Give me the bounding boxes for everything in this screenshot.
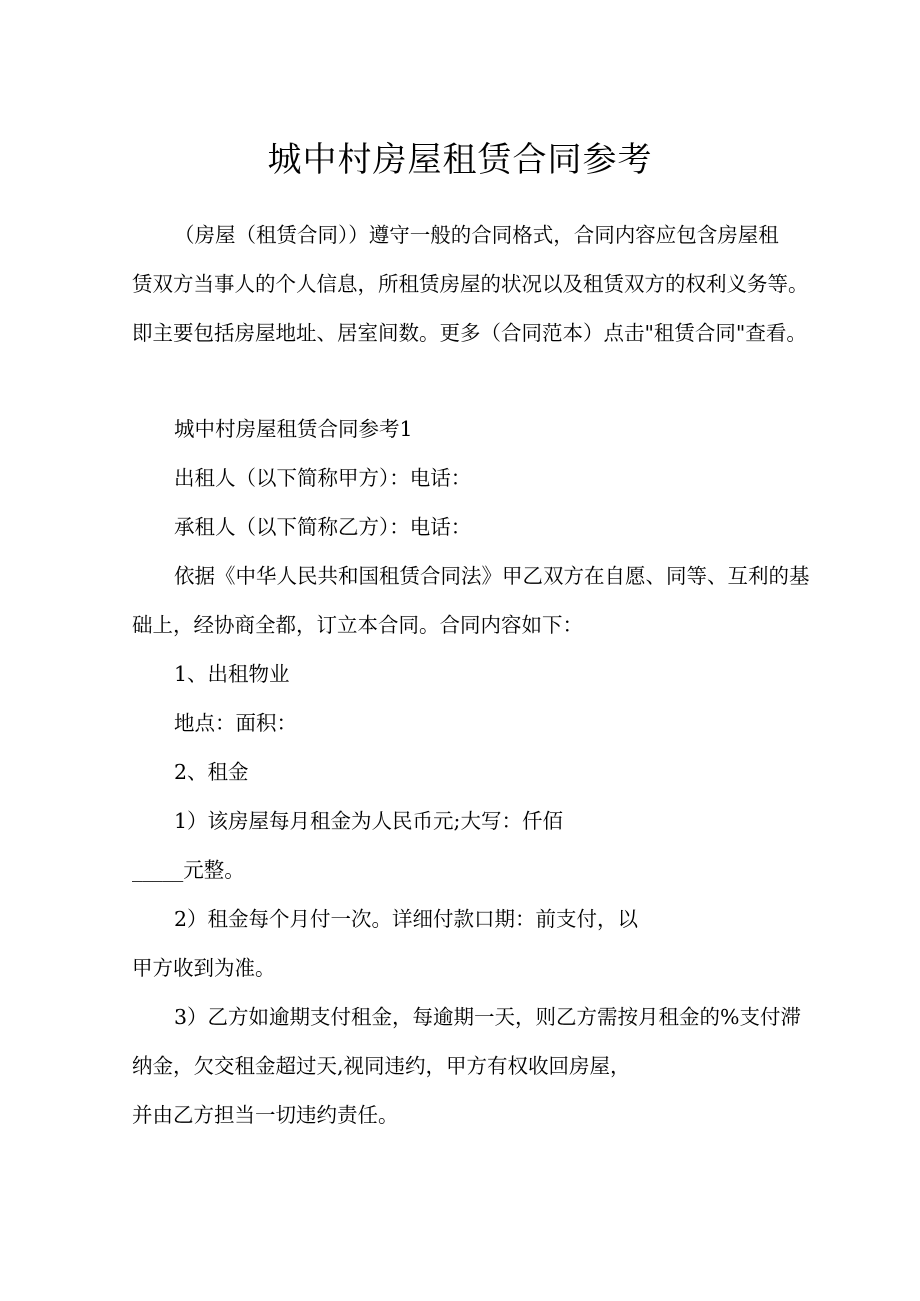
intro-line-2: 赁双方当事人的个人信息，所租赁房屋的状况以及租赁双方的权利义务等。 <box>132 272 809 296</box>
intro-line-1: （房屋（租赁合同））遵守一般的合同格式，合同内容应包含房屋租 <box>174 223 779 247</box>
clause2-item3-line-3: 并由乙方担当一切违约责任。 <box>132 1103 399 1127</box>
basis-line-1: 依据《中华人民共和国租赁合同法》甲乙双方在自愿、同等、互利的基 <box>174 564 810 588</box>
clause2-item3-line-1: 3）乙方如逾期支付租金，每逾期一天，则乙方需按月租金的%支付滞 <box>174 1005 802 1029</box>
lessor-line: 出租人（以下简称甲方）：电话： <box>174 466 472 490</box>
document-title: 城中村房屋租赁合同参考 <box>267 140 653 180</box>
lessee-line: 承租人（以下简称乙方）：电话： <box>174 515 472 539</box>
clause2-heading: 2、租金 <box>174 760 249 784</box>
clause2-item1-line-2: _____元整。 <box>132 858 245 882</box>
clause1-heading: 1、出租物业 <box>174 662 290 686</box>
clause2-item2-line-1: 2）租金每个月付一次。详细付款口期：前支付，以 <box>174 907 639 931</box>
clause2-item2-line-2: 甲方收到为准。 <box>132 956 276 980</box>
clause2-item3-line-2: 纳金，欠交租金超过天,视同违约，甲方有权收回房屋， <box>132 1054 631 1078</box>
clause1-location: 地点：面积： <box>174 711 297 735</box>
intro-line-3: 即主要包括房屋地址、居室间数。更多（合同范本）点击"租赁合同"查看。 <box>132 321 807 345</box>
basis-line-2: 础上，经协商全都，订立本合同。合同内容如下： <box>132 613 583 637</box>
section-heading: 城中村房屋租赁合同参考1 <box>174 417 413 441</box>
clause2-item1-line-1: 1）该房屋每月租金为人民币元;大写：仟佰 <box>174 809 563 833</box>
